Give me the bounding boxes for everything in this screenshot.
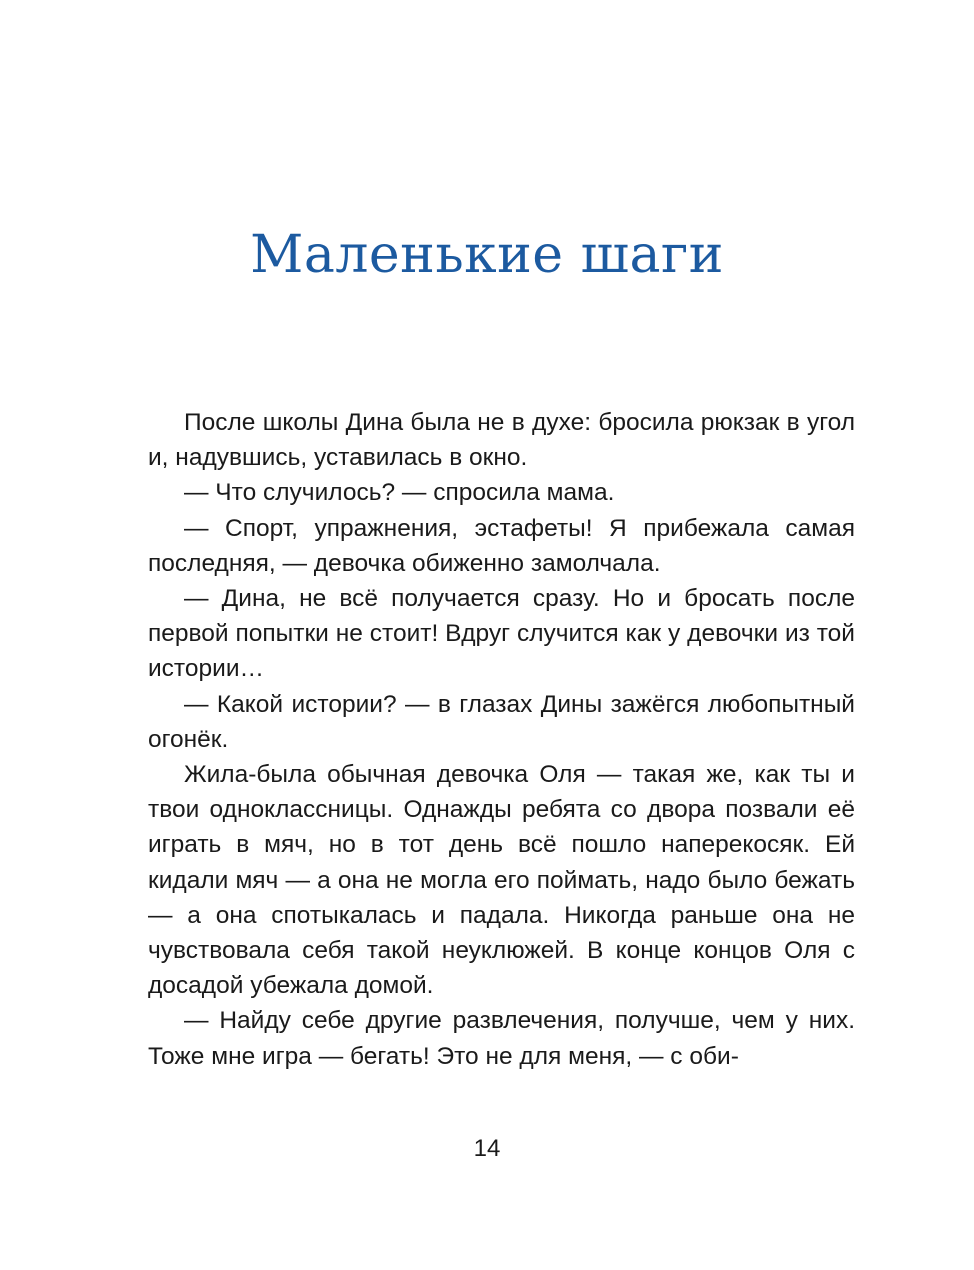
- paragraph: — Найду себе другие развлечения, получше, чем у них. Тоже мне игра — бегать! Это не для меня, — с оби-: [148, 1007, 855, 1070]
- paragraph: — Что случилось? — спросила мама.: [184, 479, 615, 507]
- page-number: 14: [473, 1135, 501, 1162]
- body-text: [148, 405, 855, 1074]
- paragraph: После школы Дина была не в духе: бросила рюкзак в угол и, надувшись, уставилась в окно.: [148, 409, 855, 472]
- paragraph: — Какой истории? — в глазах Дины зажёгся любопытный огонёк.: [148, 690, 855, 753]
- paragraph: Жила-была обычная девочка Оля — такая же, как ты и твои одноклассницы. Однажды ребята со двора позвали её играть в мяч, но в тот день всё пошло наперекосяк. Ей кидали мяч — а она не могла его поймать, надо было бежать — а она спотыкалась и падала. Никогда раньше она не чувствовала себя такой неуклюжей. В конце концов Оля с досадой убежала домой.: [148, 761, 855, 1000]
- paragraph: — Спорт, упражнения, эстафеты! Я прибежала самая последняя, — девочка обиженно замолчала.: [148, 514, 855, 577]
- chapter-title: Маленькие шаги: [250, 225, 724, 285]
- paragraph: — Дина, не всё получается сразу. Но и бросать после первой попытки не стоит! Вдруг случится как у девочки из той истории…: [148, 585, 855, 683]
